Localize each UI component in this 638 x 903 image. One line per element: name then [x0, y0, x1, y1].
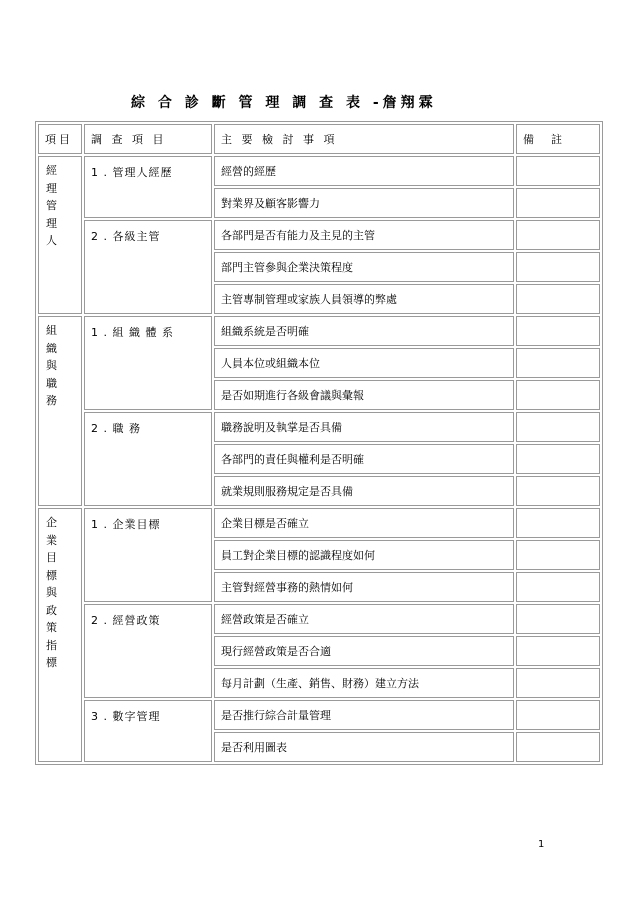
review-item-cell: 對業界及顧客影響力 — [214, 188, 514, 218]
review-item-cell: 各部門是否有能力及主見的主管 — [214, 220, 514, 250]
table-row — [38, 156, 600, 186]
page-number: 1 — [538, 839, 545, 850]
review-item-cell: 企業目標是否確立 — [214, 508, 514, 538]
review-item-cell: 人員本位或組織本位 — [214, 348, 514, 378]
remarks-cell[interactable] — [516, 380, 600, 410]
remarks-cell[interactable] — [516, 188, 600, 218]
remarks-cell[interactable] — [516, 252, 600, 282]
survey-item-cell: 3 . 數字管理 — [84, 700, 212, 762]
review-item-cell: 組織系統是否明確 — [214, 316, 514, 346]
survey-table — [35, 121, 603, 765]
survey-item-cell: 1 . 管理人經歷 — [84, 156, 212, 218]
survey-item-cell: 2 . 各級主管 — [84, 220, 212, 314]
header-survey-item: 調 查 項 目 — [84, 124, 212, 154]
remarks-cell[interactable] — [516, 444, 600, 474]
remarks-cell[interactable] — [516, 636, 600, 666]
remarks-cell[interactable] — [516, 508, 600, 538]
review-item-cell: 主管專制管理或家族人員領導的弊處 — [214, 284, 514, 314]
review-item-cell: 各部門的責任與權利是否明確 — [214, 444, 514, 474]
table-row — [38, 508, 600, 538]
remarks-cell[interactable] — [516, 572, 600, 602]
remarks-cell[interactable] — [516, 412, 600, 442]
review-item-cell: 職務說明及執掌是否具備 — [214, 412, 514, 442]
remarks-cell[interactable] — [516, 156, 600, 186]
review-item-cell: 現行經營政策是否合適 — [214, 636, 514, 666]
survey-item-cell: 2 . 經營政策 — [84, 604, 212, 698]
table-row — [38, 316, 600, 346]
table-row — [38, 700, 600, 730]
review-item-cell: 是否利用圖表 — [214, 732, 514, 762]
table-row — [38, 220, 600, 250]
review-item-cell: 每月計劃（生產、銷售、財務）建立方法 — [214, 668, 514, 698]
category-cell — [38, 316, 82, 506]
header-remarks: 備 註 — [516, 124, 600, 154]
review-item-cell: 經營政策是否確立 — [214, 604, 514, 634]
survey-item-cell: 1 . 組 織 體 系 — [84, 316, 212, 410]
table-header-row — [38, 124, 600, 154]
review-item-cell: 主管對經營事務的熱情如何 — [214, 572, 514, 602]
remarks-cell[interactable] — [516, 540, 600, 570]
remarks-cell[interactable] — [516, 220, 600, 250]
remarks-cell[interactable] — [516, 732, 600, 762]
review-item-cell: 經營的經歷 — [214, 156, 514, 186]
remarks-cell[interactable] — [516, 316, 600, 346]
header-item: 項目 — [38, 124, 82, 154]
review-item-cell: 就業規則服務規定是否具備 — [214, 476, 514, 506]
category-label: 經 理 管 理 人 — [46, 164, 57, 247]
header-main-review: 主 要 檢 討 事 項 — [214, 124, 514, 154]
remarks-cell[interactable] — [516, 284, 600, 314]
survey-table-body — [38, 124, 600, 762]
document-title: 綜 合 診 斷 管 理 調 查 表 -詹翔霖 — [131, 95, 437, 111]
review-item-cell: 是否如期進行各級會議與彙報 — [214, 380, 514, 410]
remarks-cell[interactable] — [516, 476, 600, 506]
category-label: 企 業 目 標 與 政 策 指 標 — [46, 516, 57, 669]
review-item-cell: 部門主管參與企業決策程度 — [214, 252, 514, 282]
review-item-cell: 員工對企業目標的認識程度如何 — [214, 540, 514, 570]
table-row — [38, 604, 600, 634]
survey-item-cell: 1 . 企業目標 — [84, 508, 212, 602]
remarks-cell[interactable] — [516, 668, 600, 698]
remarks-cell[interactable] — [516, 700, 600, 730]
category-label: 組 織 與 職 務 — [46, 324, 57, 407]
category-cell — [38, 156, 82, 314]
table-row — [38, 412, 600, 442]
remarks-cell[interactable] — [516, 604, 600, 634]
remarks-cell[interactable] — [516, 348, 600, 378]
category-cell — [38, 508, 82, 762]
survey-item-cell: 2 . 職 務 — [84, 412, 212, 506]
review-item-cell: 是否推行綜合計量管理 — [214, 700, 514, 730]
